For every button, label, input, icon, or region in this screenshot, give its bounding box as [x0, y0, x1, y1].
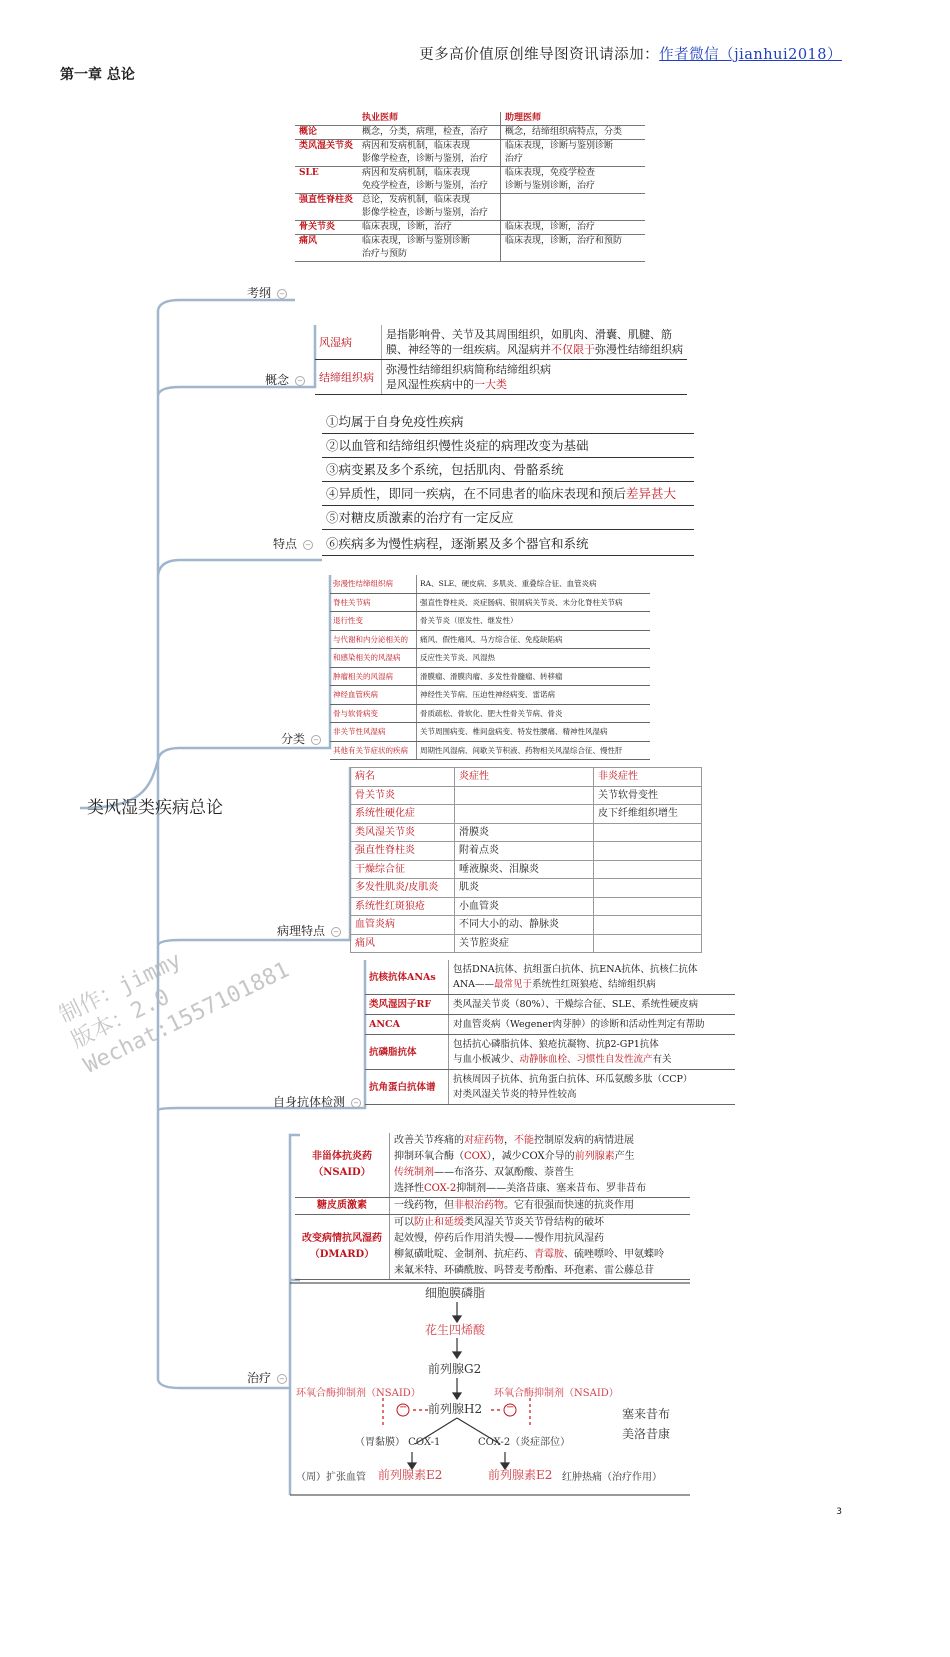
table-cell: 神经血管疾病	[330, 686, 417, 705]
table-cell: 临床表现，免疫学检查 诊断与鉴别诊断，治疗	[501, 167, 646, 194]
table-cell: 和感染相关的风湿病	[330, 649, 417, 668]
table-cell: 总论，发病机制，临床表现 影像学检查，诊断与鉴别，治疗	[358, 194, 501, 221]
table-cell: 唾液腺炎、泪腺炎	[455, 860, 594, 879]
table-cell: 病因和发病机制，临床表现 影像学检查，诊断与鉴别，治疗	[358, 140, 501, 167]
table-cell: 病因和发病机制，临床表现 免疫学检查，诊断与鉴别，治疗	[358, 167, 501, 194]
table-cell: 附着点炎	[455, 842, 594, 861]
drug-desc-line: 改善关节疼痛的对症药物，不能控制原发病的病情进展	[394, 1135, 634, 1146]
antibody-desc: 对血管炎病（Wegener肉芽肿）的诊断和活动性判定有帮助	[449, 1015, 736, 1035]
chapter-title: 第一章 总论	[60, 67, 135, 83]
table-header-cell: 执业医师	[358, 112, 501, 126]
concept-desc: 弥漫性结缔组织病简称结缔组织病 是风湿性疾病中的一大类	[382, 360, 688, 395]
pathway-left-effect: （周）扩张血管	[296, 1472, 366, 1483]
branch-treatment[interactable]: 治疗 −	[247, 1369, 287, 1386]
expand-icon: −	[295, 376, 305, 386]
table-cell: 强直性脊柱炎	[295, 194, 358, 221]
feature-highlight: 差异甚大	[626, 486, 677, 501]
promo-link[interactable]: 作者微信（jianhui2018）	[659, 47, 842, 63]
table-header-cell: 助理医师	[501, 112, 646, 126]
drug-desc-line: 一线药物，但非根治药物。它有很强而快速的抗炎作用	[394, 1200, 634, 1211]
table-cell: 周期性风湿病、间歇关节积液、药物相关风湿综合征、慢性肝	[417, 741, 651, 760]
table-cell: 痛风	[295, 235, 358, 262]
table-cell: 痛风、假性痛风、马方综合征、免疫缺陷病	[417, 630, 651, 649]
pathway-cox1: （胃黏膜） COX-1	[355, 1437, 441, 1448]
feature-text: ①均属于自身免疫性疾病	[326, 414, 464, 429]
drug-desc-line: 起效慢，停药后作用消失慢——慢作用抗风湿药	[394, 1233, 604, 1244]
drug-desc-line: 柳氮磺吡啶、金制剂、抗疟药、青霉胺、硫唑嘌呤、甲氨蝶呤	[394, 1249, 664, 1260]
antibody-name: ANCA	[365, 1015, 449, 1035]
table-cell: 肿瘤相关的风湿病	[330, 667, 417, 686]
minus-icon: −	[399, 1402, 408, 1413]
branch-features[interactable]: 特点 −	[273, 535, 313, 552]
expand-icon: −	[331, 927, 341, 937]
feature-text: ②以血管和结缔组织慢性炎症的病理改变为基础	[326, 438, 589, 453]
branch-classification[interactable]: 分类 −	[281, 730, 321, 747]
minus-icon: −	[506, 1402, 515, 1413]
table-cell: 骨关节炎	[295, 221, 358, 235]
concept-term: 结缔组织病	[315, 360, 382, 395]
antibody-name: 抗核抗体ANAs	[365, 960, 449, 995]
table-cell: 类风湿关节炎	[351, 823, 455, 842]
table-cell: 强直性脊柱炎、炎症肠病、银屑病关节炎、未分化脊柱关节病	[417, 593, 651, 612]
expand-icon: −	[277, 1374, 287, 1384]
pathway-right-effect: 红肿热痛（治疗作用）	[562, 1472, 662, 1483]
concept-term: 风湿病	[315, 325, 382, 360]
table-cell: 肌炎	[455, 879, 594, 898]
concept-desc: 是指影响骨、关节及其周围组织，如肌肉、滑囊、肌腱、筋膜、神经等的一组疾病。风湿病并不仅限于弥漫性结缔组织病	[382, 325, 688, 360]
antibody-desc: 包括DNA抗体、抗组蛋白抗体、抗ENA抗体、抗核仁抗体 ANA——最常见于系统性红斑狼疮、结缔组织病	[449, 960, 736, 995]
table-cell: 退行性变	[330, 612, 417, 631]
feature-text: ③病变累及多个系统，包括肌肉、骨骼系统	[326, 462, 564, 477]
drug-class: 非甾体抗炎药 （NSAID）	[295, 1133, 390, 1198]
feature-text: ⑥疾病多为慢性病程，逐渐累及多个器官和系统	[326, 536, 589, 551]
root-topic[interactable]: 类风湿类疾病总论	[87, 798, 223, 818]
drug-class: 改变病情抗风湿药 （DMARD）	[295, 1215, 390, 1280]
table-header-cell: 非炎症性	[594, 768, 702, 787]
expand-icon: −	[303, 540, 313, 550]
watermark: 制作：jimmy 版本：2.0 Wechat:1557101881	[55, 947, 294, 1079]
drug-class: 糖皮质激素	[295, 1198, 390, 1215]
table-cell: 临床表现，诊断与鉴别诊断 治疗与预防	[358, 235, 501, 262]
table-cell: 反应性关节炎、风湿热	[417, 649, 651, 668]
pathway-cox2-drugs: 塞来昔布 美洛昔康	[622, 1407, 671, 1441]
table-cell: 系统性红斑狼疮	[351, 897, 455, 916]
table-cell: 弥漫性结缔组织病	[330, 575, 417, 593]
branch-syllabus[interactable]: 考纲 −	[247, 284, 287, 301]
table-cell: 神经性关节病、压迫性神经病变、雷诺病	[417, 686, 651, 705]
drug-desc-line: 传统制剂——布洛芬、双氯酚酸、萘普生	[394, 1167, 574, 1178]
table-header-cell: 炎症性	[455, 768, 594, 787]
drug-desc-line: 可以防止和延缓类风湿关节炎关节骨结构的破坏	[394, 1217, 604, 1228]
table-cell: 临床表现，诊断，治疗和预防	[501, 235, 646, 262]
pathway-pgg2: 前列腺G2	[428, 1362, 482, 1376]
table-cell: 临床表现，诊断，治疗	[501, 221, 646, 235]
table-header-cell: 病名	[351, 768, 455, 787]
pathway-inhibitor-right: 环氧合酶抑制剂（NSAID）	[494, 1388, 619, 1399]
table-cell: 不同大小的动、静脉炎	[455, 916, 594, 935]
antibody-desc: 包括抗心磷脂抗体、狼疮抗凝物、抗β2-GP1抗体 与血小板减少、动静脉血栓、习惯性自发性流产有关	[449, 1035, 736, 1070]
table-cell: 关节软骨变性	[594, 786, 702, 805]
table-cell: 临床表现，诊断，治疗	[358, 221, 501, 235]
table-cell: 滑膜瘤、滑膜肉瘤、多发性骨髓瘤、转移瘤	[417, 667, 651, 686]
table-cell: 骨关节炎	[351, 786, 455, 805]
table-cell: RA、SLE、硬皮病、多肌炎、重叠综合征、血管炎病	[417, 575, 651, 593]
table-cell: 与代谢和内分泌相关的	[330, 630, 417, 649]
pathway-membrane: 细胞膜磷脂	[425, 1286, 486, 1300]
table-cell: 滑膜炎	[455, 823, 594, 842]
table-cell: 概念，结缔组织病特点，分类	[501, 126, 646, 140]
pathway-arachidonic-acid: 花生四烯酸	[425, 1323, 486, 1337]
table-cell: 关节周围病变、椎间盘病变、特发性腰痛、精神性风湿病	[417, 723, 651, 742]
antibody-name: 类风湿因子RF	[365, 995, 449, 1015]
table-cell: 痛风	[351, 934, 455, 953]
table-cell: 强直性脊柱炎	[351, 842, 455, 861]
drug-desc-line: 来氟米特、环磷酰胺、吗替麦考酚酯、环孢素、雷公藤总苷	[394, 1265, 654, 1276]
branch-concept[interactable]: 概念 −	[265, 371, 305, 388]
table-cell: SLE	[295, 167, 358, 194]
antibody-desc: 抗核周因子抗体、抗角蛋白抗体、环瓜氨酸多肽（CCP） 对类风湿关节炎的特异性较高	[449, 1070, 736, 1105]
pathway-pge-left: 前列腺素E2	[378, 1468, 443, 1482]
table-cell: 临床表现，诊断与鉴别诊断 治疗	[501, 140, 646, 167]
page-number: 3	[836, 1507, 842, 1517]
table-cell: 多发性肌炎/皮肌炎	[351, 879, 455, 898]
drug-desc-line: 选择性COX-2抑制剂——美洛昔康、塞来昔布、罗非昔布	[394, 1183, 647, 1194]
table-cell: 非关节性风湿病	[330, 723, 417, 742]
feature-text: ④异质性，即同一疾病，在不同患者的临床表现和预后	[326, 486, 627, 501]
table-cell: 干燥综合征	[351, 860, 455, 879]
table-cell: 系统性硬化症	[351, 805, 455, 824]
pathway-cox2: COX-2（炎症部位）	[478, 1437, 571, 1448]
table-cell: 血管炎病	[351, 916, 455, 935]
pathway-pge-right: 前列腺素E2	[488, 1468, 553, 1482]
table-cell: 骨关节炎（原发性、继发性）	[417, 612, 651, 631]
antibody-desc: 类风湿关节炎（80%）、干燥综合征、SLE、系统性硬皮病	[449, 995, 736, 1015]
pathway-pgh2: 前列腺H2	[428, 1402, 483, 1416]
table-cell: 概念，分类，病理，检查，治疗	[358, 126, 501, 140]
branch-pathology[interactable]: 病理特点 −	[277, 922, 341, 939]
feature-text: ⑤对糖皮质激素的治疗有一定反应	[326, 510, 514, 525]
expand-icon: −	[311, 735, 321, 745]
pathway-inhibitor-left: 环氧合酶抑制剂（NSAID）	[296, 1388, 421, 1399]
expand-icon: −	[277, 289, 287, 299]
table-cell: 概论	[295, 126, 358, 140]
antibody-name: 抗角蛋白抗体谱	[365, 1070, 449, 1105]
table-cell: 关节腔炎症	[455, 934, 594, 953]
promo-text: 更多高价值原创维导图资讯请添加：	[419, 47, 660, 63]
table-cell: 其他有关节症状的疾病	[330, 741, 417, 760]
table-cell: 脊柱关节病	[330, 593, 417, 612]
table-cell: 骨质疏松、骨软化、肥大性骨关节病、骨炎	[417, 704, 651, 723]
table-cell: 类风湿关节炎	[295, 140, 358, 167]
drug-desc-line: 抑制环氧合酶（COX），减少COX介导的前列腺素产生	[394, 1151, 635, 1162]
expand-icon: −	[351, 1098, 361, 1108]
antibody-name: 抗磷脂抗体	[365, 1035, 449, 1070]
table-cell: 小血管炎	[455, 897, 594, 916]
table-cell: 皮下纤维组织增生	[594, 805, 702, 824]
branch-antibodies[interactable]: 自身抗体检测 −	[273, 1093, 361, 1110]
table-cell: 骨与软骨病变	[330, 704, 417, 723]
